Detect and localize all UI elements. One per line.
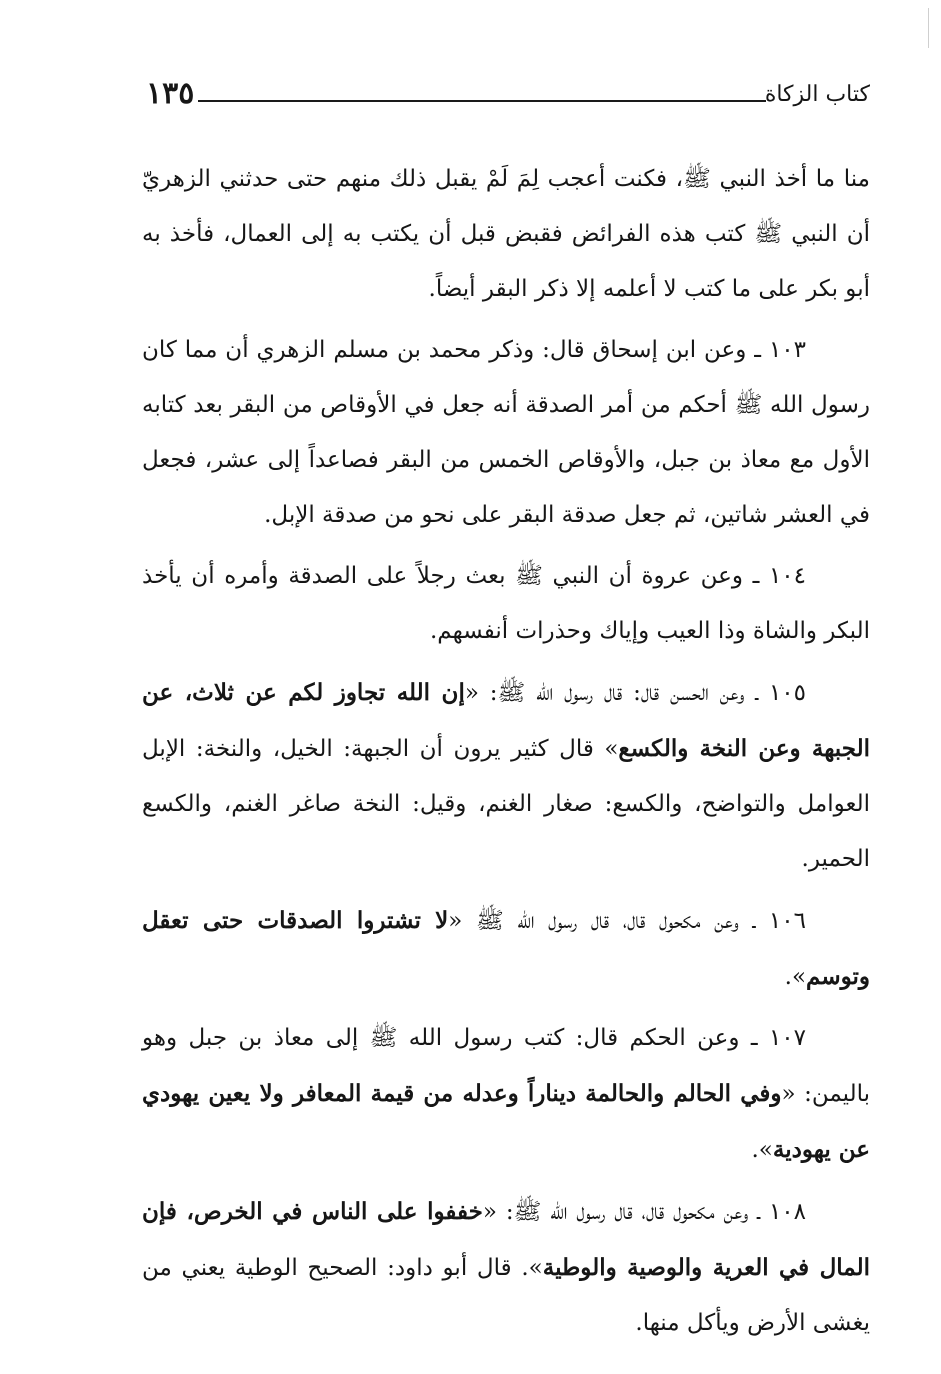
hadith-107 (142, 1011, 870, 1178)
hadith-quote: إن الله تجاوز لكم عن ثلاث، عن الجبهة وعن النخة والكسع (142, 679, 870, 762)
page-number: ١٣٥ (146, 76, 195, 111)
hadith-105 (142, 665, 870, 887)
hadith-quote: وفي الحالم والحالمة ديناراً وعدله من قيمة المعافر ولا يعين يهودي عن يهودية (142, 1080, 870, 1163)
header-rule (198, 100, 766, 102)
hadith-quote: لا تشتروا الصدقات حتى تعقل وتوسم (142, 907, 870, 990)
hadith-106 (142, 893, 870, 1005)
margin-mark (928, 8, 933, 48)
paragraph-text: ١٠٣ ـ وعن ابن إسحاق قال: وذكر محمد بن مسلم الزهري أن مما كان رسول الله ﷺ أحكم من أمر الصدقة أنه جعل في الأوقاص من البقر بعد كتابه الأول مع معاذ بن جبل، والأوقاص الخمس من البقر فصاعداً إلى عشر، فجعل في العشر شاتين، ثم جعل صدقة البقر على نحو من صدقة الإبل. (142, 337, 870, 528)
paragraph-intro: ١٠٨ ـ وعن مكحول قال، قال رسول الله ﷺ: « (482, 1199, 806, 1225)
book-title: كتاب الزكاة (764, 82, 870, 107)
paragraph-commentary: » قال كثير يرون أن الجبهة: الخيل، والنخة: الإبل العوامل والتواضح، والكسع: صغار الغنم، وقيل: النخة صاغر الغنم، والكسع الحمير. (142, 736, 870, 872)
hadith-104 (142, 549, 870, 659)
hadith-108 (142, 1184, 870, 1351)
paragraph-intro: ١٠٥ ـ وعن الحسن قال: قال رسول الله ﷺ: « (464, 680, 806, 706)
hadith-103 (142, 323, 870, 543)
page-header (140, 70, 870, 120)
paragraph-commentary: ». (751, 1137, 773, 1163)
paragraph-continued (142, 152, 870, 317)
hadith-quote: خففوا على الناس في الخرص، فإن المال في العرية والوصية والوطية (142, 1198, 870, 1281)
body-text (142, 152, 870, 1351)
paragraph-commentary: ». قال أبو داود: الصحيح الوطية يعني من يغشى الأرض ويأكل منها. (142, 1255, 870, 1336)
paragraph-text: منا ما أخذ النبي ﷺ، فكنت أعجب لِمَ لَمْ يقبل ذلك منهم حتى حدثني الزهريّ أن النبي ﷺ كتب هذه الفرائض فقبض قبل أن يكتب به إلى العمال، فأخذ به أبو بكر على ما كتب لا أعلمه إلا ذكر البقر أيضاً. (142, 166, 870, 302)
paragraph-intro: ١٠٦ ـ وعن مكحول قال، قال رسول الله ﷺ « (448, 908, 806, 934)
paragraph-intro: ١٠٧ ـ وعن الحكم قال: كتب رسول الله ﷺ إلى معاذ بن جبل وهو باليمن: « (142, 1025, 871, 1107)
paragraph-commentary: ». (784, 964, 807, 990)
paragraph-text: ١٠٤ ـ وعن عروة أن النبي ﷺ بعث رجلاً على الصدقة وأمره أن يأخذ البكر والشاة وذا العيب وإياك وحذرات أنفسهم. (142, 563, 870, 644)
